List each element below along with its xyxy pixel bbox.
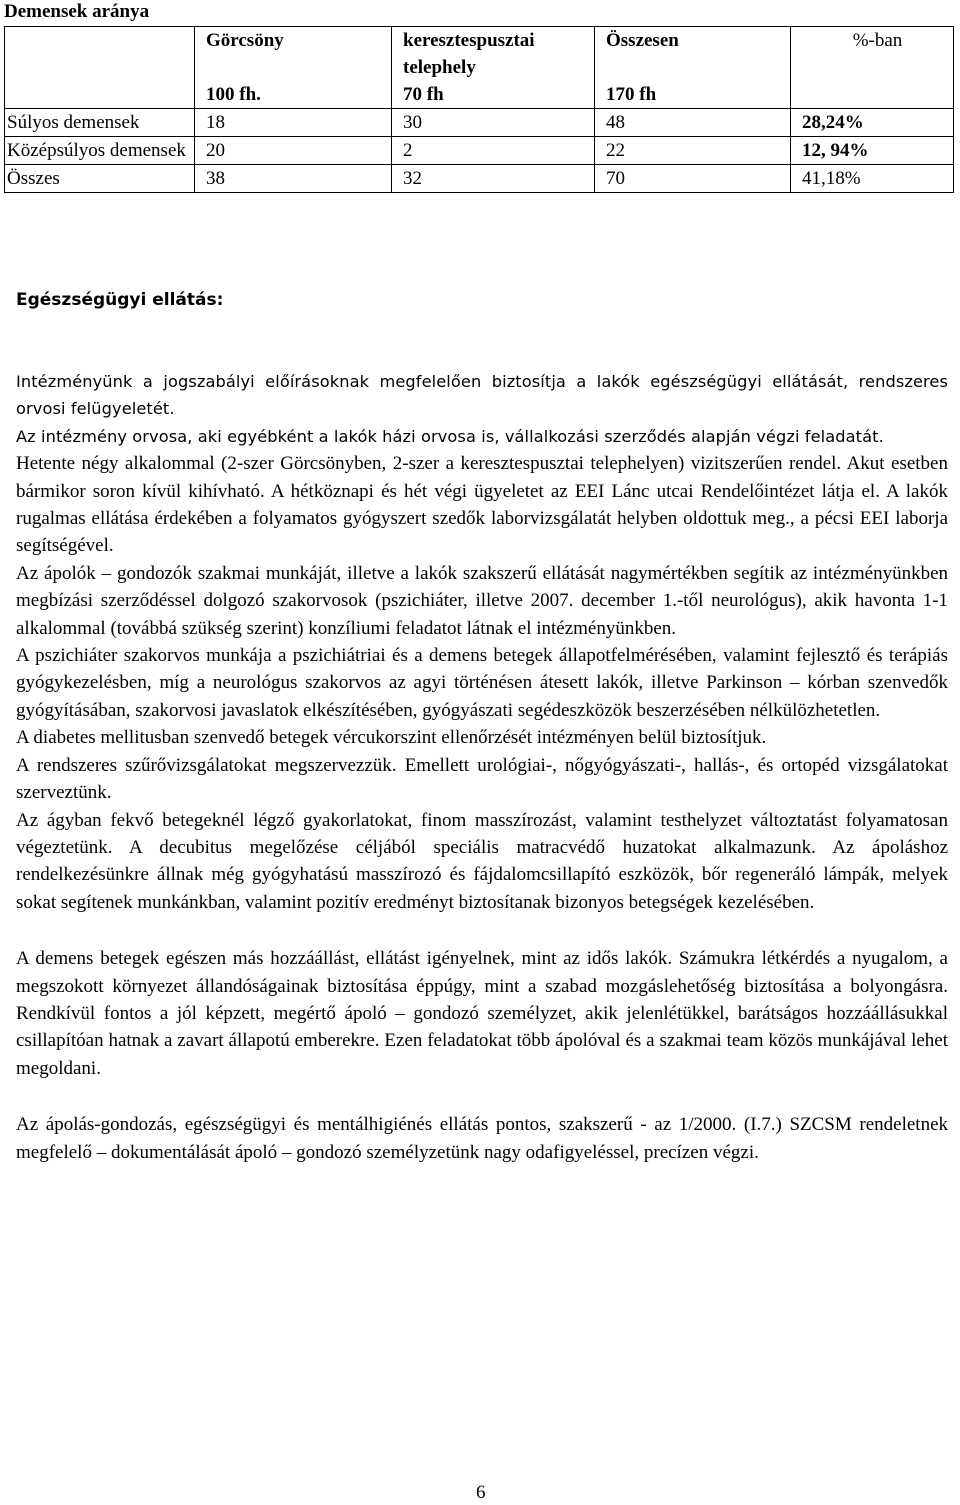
header-gorcsony xyxy=(195,27,392,109)
row-value-percent: 41,18% xyxy=(791,165,954,193)
row-value-gorcsony: 20 xyxy=(195,137,392,165)
header-gorcsony-count: 100 fh. xyxy=(206,84,261,105)
paragraph-screening: A rendszeres szűrővizsgálatokat megszervezzük. Emellett urológiai-, nőgyógyászati-, hallás-, és ortopéd vizsgálatokat szerveztünk. xyxy=(16,754,948,804)
table-row xyxy=(5,165,954,193)
row-value-total: 48 xyxy=(595,109,791,137)
health-section-title: Egészségügyi ellátás: xyxy=(16,290,224,310)
table-header-row xyxy=(5,27,954,109)
paragraph-schedule: Hetente négy alkalommal (2-szer Görcsönyben, 2-szer a keresztespusztai telephelyen) vizitszerűen rendel. Akut esetben bármikor soron kívül kihívható. A hétköznapi és hét végi ügyeletet az EEI Lánc utcai Rendelőintézet látja el. A lakók rugalmas ellátása érdekében a folyamatos gyógyszert szedők laborvizsgálatát helyben oldottuk meg., a pécsi EEI laborja segítségével. xyxy=(16,453,948,557)
row-value-keresztespuszta: 32 xyxy=(392,165,595,193)
table-title: Demensek aránya xyxy=(4,1,150,22)
paragraph-psychiatrist: A pszichiáter szakorvos munkája a pszichiátriai és a demens betegek állapotfelmérésében, valamint fejlesztő és terápiás gyógykezelésben, míg a neurológus szakorvos az agyi történésen átesett lakók, illetve Parkinson – kórban szenvedők gyógyításában, szakorvosi javaslatok elkészítésében, gyógyászati segédeszközök beszerzésében nélkülözhetetlen. xyxy=(16,645,948,721)
header-percent xyxy=(791,27,954,109)
row-label: Középsúlyos demensek xyxy=(5,137,195,165)
paragraph-specialists: Az ápolók – gondozók szakmai munkáját, illetve a lakók szakszerű ellátását nagymértékben segítik az intézményünkben megbízási szerződéssel dolgozó szakorvosok (pszichiáter, illetve 2007. december 1.-től neurológus), akik havonta 1-1 alkalommal (továbbá szükség szerint) konzíliumi feladatot látnak el intézményünkben. xyxy=(16,562,948,639)
header-keresztespuszta-label: keresztespusztai telephely xyxy=(403,30,535,78)
table-row xyxy=(5,137,954,165)
paragraph-documentation: Az ápolás-gondozás, egészségügyi és mentálhigiénés ellátás pontos, szakszerű - az 1/2000. (I.7.) SZCSM rendeletnek megfelelő – dokumentálását ápoló – gondozó személyzetünk nagy odafigyeléssel, precízen végzi. xyxy=(16,1114,948,1163)
header-osszesen-count: 170 fh xyxy=(606,84,657,105)
header-keresztespuszta-count: 70 fh xyxy=(403,84,444,105)
paragraph-dementia: A demens betegek egészen más hozzáállást, ellátást igényelnek, mint az idős lakók. Számukra létkérdés a nyugalom, a megszokott környezet állandóságainak biztosítása éppúgy, mint a szabad mozgáslehetőség biztosítása a bolyongásra. Rendkívül fontos a jól képzett, megértő ápoló – gondozó személyzet, akik jelenlétükkel, barátságos hozzáállásukkal csillapítóan hatnak a zavart állapotú emberekre. Ezen feladatokat több ápolóval és a szakmai team közös munkájával lehet megoldani. xyxy=(16,948,948,1079)
row-value-keresztespuszta: 30 xyxy=(392,109,595,137)
row-label: Súlyos demensek xyxy=(5,109,195,137)
row-value-gorcsony: 38 xyxy=(195,165,392,193)
row-value-percent: 12, 94% xyxy=(791,137,954,165)
row-value-keresztespuszta: 2 xyxy=(392,137,595,165)
paragraph-bedridden: Az ágyban fekvő betegeknél légző gyakorlatokat, finom masszírozást, valamint testhelyzet változtatást folyamatosan végeztetünk. A decubitus megelőzése céljából speciális matracvédő huzatokat alkalmazunk. Az ápoláshoz rendelkezésünkre állnak még gyógyhatású masszírozó és fájdalomcsillapító eszközök, bőr regeneráló lámpák, melyek sokat segítenek munkánkban, valamint pozitív eredményt biztosítanak bizonyos betegségek kezelésében. xyxy=(16,809,948,913)
table-row xyxy=(5,109,954,137)
header-empty-cell xyxy=(5,27,195,109)
header-osszesen-label: Összesen xyxy=(606,30,679,51)
header-percent-label: %-ban xyxy=(852,30,903,51)
header-osszesen xyxy=(595,27,791,109)
paragraph-diabetes: A diabetes mellitusban szenvedő betegek vércukorszint ellenőrzését intézményen belül biztosítjuk. xyxy=(16,727,767,749)
health-section-body xyxy=(16,368,948,1166)
row-value-total: 22 xyxy=(595,137,791,165)
row-value-total: 70 xyxy=(595,165,791,193)
row-value-percent: 28,24% xyxy=(791,109,954,137)
row-value-gorcsony: 18 xyxy=(195,109,392,137)
header-gorcsony-label: Görcsöny xyxy=(206,30,284,51)
page-number: 6 xyxy=(476,1482,486,1503)
row-label: Összes xyxy=(5,165,195,193)
header-keresztespuszta xyxy=(392,27,595,109)
paragraph-doctor: Az intézmény orvosa, aki egyébként a lakók házi orvosa is, vállalkozási szerződés alapján végzi feladatát. xyxy=(16,426,884,446)
paragraph-intro: Intézményünk a jogszabályi előírásoknak megfelelően biztosítja a lakók egészségügyi ellátását, rendszeres orvosi felügyeletét. xyxy=(16,372,948,419)
dementia-ratio-table xyxy=(4,26,954,193)
